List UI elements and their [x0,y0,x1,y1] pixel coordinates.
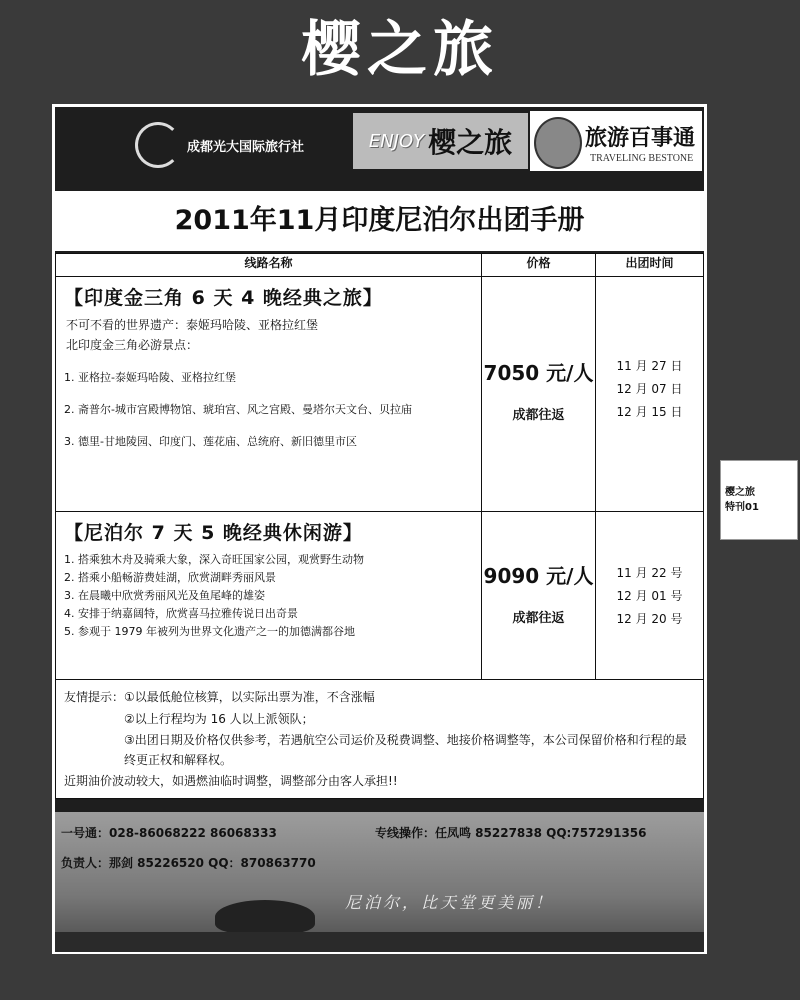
route-intro: 不可不看的世界遗产：泰姬玛哈陵、亚格拉红堡 [66,318,319,332]
departure-date: 12 月 20 号 [616,612,683,626]
header-price: 价格 [482,254,596,277]
note-line: ③出团日期及价格仅供参考，若遇航空公司运价及税费调整、地接价格调整等，本公司保留价格和行程的最终更正权和解释权。 [124,733,687,767]
route-price: 7050 元/人 [483,361,594,385]
list-item: 1. 亚格拉-泰姬玛哈陵、亚格拉红堡 [64,371,236,384]
page-title: 2011年11月印度尼泊尔出团手册 [55,191,704,251]
note-line: 友情提示：①以最低舱位核算，以实际出票为准，不含涨幅 [64,690,375,704]
enjoy-logo-en: ENJOY [368,130,425,152]
list-item: 1. 搭乘独木舟及骑乘大象，深入奇旺国家公园，观赏野生动物 [64,553,364,566]
agency-logo [135,123,304,167]
price-cell [482,277,596,512]
logo-bar [55,107,704,187]
tree-silhouette [215,900,315,934]
enjoy-logo [353,113,528,169]
departure-date: 11 月 27 日 [616,359,683,373]
route-items [64,551,473,639]
list-item: 2. 搭乘小船畅游费娃湖，欣赏湖畔秀丽风景 [64,571,276,584]
dates-cell [596,277,704,512]
departure-date: 12 月 15 日 [616,405,683,419]
route-name: 【印度金三角 6 天 4 晚经典之旅】 [64,287,383,309]
departure-date: 12 月 07 日 [616,382,683,396]
enjoy-logo-cn: 樱之旅 [428,126,513,159]
route-items [64,369,473,449]
notes-cell [56,680,704,799]
route-name: 【尼泊尔 7 天 5 晚经典休闲游】 [64,522,363,544]
side-tab-line: 特刊01 [725,502,759,513]
departure-date: 12 月 01 号 [616,589,683,603]
note-line: 近期油价波动较大，如遇燃油临时调整，调整部分由客人承担!! [64,774,398,788]
list-item: 3. 德里-甘地陵园、印度门、莲花庙、总统府、新旧德里市区 [64,435,357,448]
route-cell [56,512,482,680]
partner-logo-en: TRAVELING BESTONE [590,153,694,164]
footer-banner [55,812,704,952]
departure-date: 11 月 22 号 [616,566,683,580]
agency-logo-icon [135,122,181,168]
table-row [56,277,704,512]
dates-cell [596,512,704,680]
list-item: 5. 参观于 1979 年被列为世界文化遗产之一的加德满都谷地 [64,625,355,638]
table-header-row [56,254,704,277]
manager-contact: 负责人：那剑 85226520 QQ：870863770 [61,856,316,870]
table-row [56,512,704,680]
side-tab [720,460,798,540]
header-route: 线路名称 [56,254,482,277]
tour-table [55,253,704,799]
list-item: 3. 在晨曦中欣赏秀丽风光及鱼尾峰的雄姿 [64,589,265,602]
list-item: 2. 斋普尔-城市宫殿博物馆、琥珀宫、风之宫殿、曼塔尔天文台、贝拉庙 [64,403,412,416]
masthead-title: 樱之旅 [301,15,499,85]
route-cell [56,277,482,512]
operator-contact: 专线操作：任凤鸣 85227838 QQ:757291356 [375,826,647,840]
slogan: 尼泊尔，比天堂更美丽！ [345,893,555,912]
list-item: 4. 安排于纳嘉阔特，欣赏喜马拉雅传说日出奇景 [64,607,298,620]
route-departure: 成都往返 [512,408,565,423]
side-tab-line: 樱之旅 [725,487,755,498]
hotline: 一号通：028-86068222 86068333 [61,826,277,840]
notes-row [56,680,704,799]
route-price: 9090 元/人 [483,564,594,588]
mascot-icon [534,117,582,169]
partner-logo [530,111,702,171]
price-cell [482,512,596,680]
ground-silhouette [55,932,704,952]
route-intro: 北印度金三角必游景点： [66,338,199,352]
note-line: ②以上行程均为 16 人以上派领队； [124,712,314,726]
header-dates: 出团时间 [596,254,704,277]
partner-logo-cn: 旅游百事通 [585,125,696,151]
brochure-sheet [52,104,707,954]
route-departure: 成都往返 [512,611,565,626]
agency-name: 成都光大国际旅行社 [187,139,305,155]
